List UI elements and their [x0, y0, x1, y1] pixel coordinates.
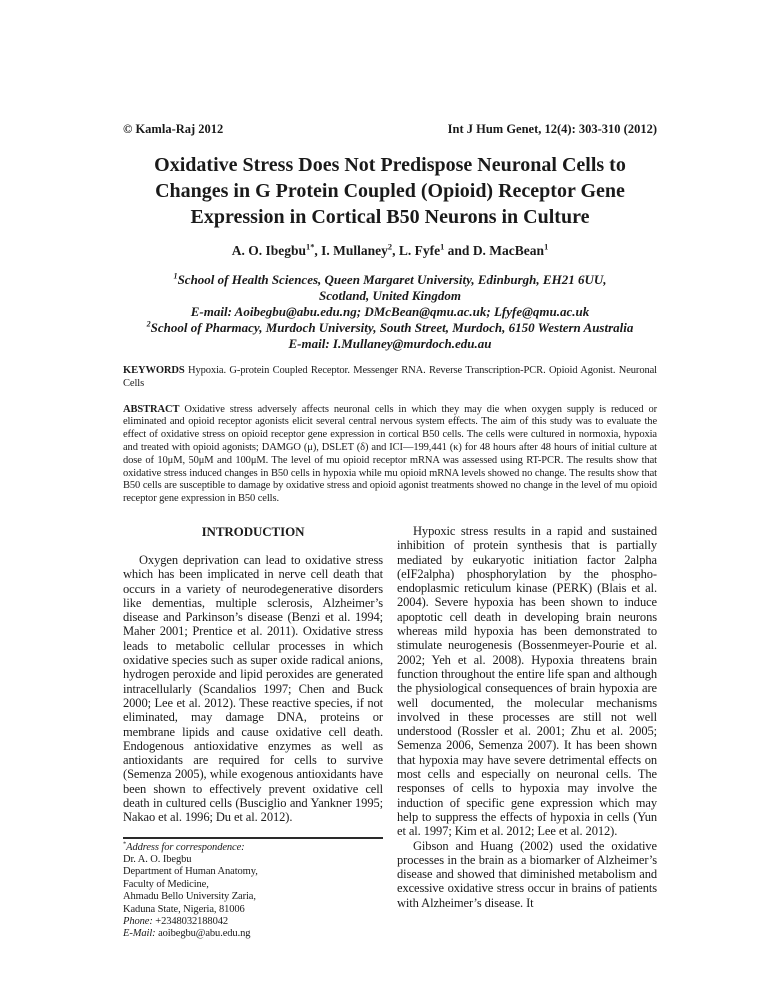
text-segment: Oxidative stress adversely affects neuronal cells in which they may die when oxygen supply is reduced or eliminated and opioid receptor agonists elicit several central nervous system effects. The aim of this study was to evaluate the effect of oxidative stress on opioid receptor gene expression in cortical B50 cells. The cells were cultured in normoxia, hypoxia and treated with opioid agonists; DAMGO (μ), DSLET (δ) and ICI—199,441 (κ) for 48 hours after 48 hours of initial culture at dose of 10μM, 50μM and 100μM. The level of mu opioid receptor mRNA was assessed using RT-PCR. The results show that oxidative stress induced changes in B50 cells in hypoxia while mu opioid mRNA levels showed no change. The results show that B50 cells are susceptible to damage by oxidative stress and opioid agonist treatments showed no change in the level of mu opioid receptor gene expression in B50 cells. — [123, 403, 657, 505]
superscript-marker: * — [123, 840, 127, 848]
superscript-marker: 1 — [440, 242, 445, 252]
text-segment: D. MacBean — [472, 243, 545, 258]
affiliation-email-2 — [123, 336, 657, 352]
text-segment: and — [444, 243, 473, 258]
right-column — [397, 524, 657, 910]
keywords-paragraph — [123, 365, 657, 391]
superscript-marker: 2 — [387, 242, 393, 252]
text-segment: Ahmadu Bello University Zaria, — [123, 891, 256, 903]
footnote-phone — [123, 916, 383, 928]
left-column — [123, 524, 383, 941]
footnote-address-label — [123, 842, 383, 854]
intro-paragraph-1: Oxygen deprivation can lead to oxidative stress which has been implicated in nerve cell death that occurs in a variety of neurodegenerative disorders like dementias, multiple sclerosis, Alzheimer’s disease and Parkinson’s disease (Benzi et al. 1994; Maher 2001; Prentice et al. 2011). Oxidative stress leads to metabolic cellular processes in which oxidative species such as super oxide radical anions, hydrogen peroxide and lipid peroxides are generated intracellularly (Scandalios 1997; Chen and Buck 2000; Lee et al. 2012). These reactive species, if not eliminated, may damage DNA, proteins or membrane lipids and cause oxidative cell death. Endogenous antioxidative enzymes as well as antioxidants are required for cells to survive (Semenza 2005), while exogenous antioxidants have been shown to effectively prevent oxidative cell death in cultured cells (Busciglio and Yankner 1995; Nakao et al. 1996; Du et al. 2012). — [123, 552, 383, 825]
superscript-marker: 1* — [306, 242, 315, 252]
text-segment: , — [392, 243, 399, 258]
text-segment: I. Mullaney — [321, 243, 388, 258]
text-segment: E-mail: I.Mullaney@murdoch.edu.au — [288, 336, 492, 351]
text-segment: aoibegbu@abu.edu.ng — [158, 928, 251, 940]
text-segment: , — [314, 243, 322, 258]
text-segment: Department of Human Anatomy, — [123, 866, 258, 878]
article-title: Oxidative Stress Does Not Predispose Neuronal Cells to Changes in G Protein Coupled (Opioid) Receptor Gene Expression in Cortical B50 Neurons in Culture — [154, 154, 626, 228]
journal-citation: Int J Hum Genet, 12(4): 303-310 (2012) — [447, 122, 657, 136]
affiliations-block — [123, 272, 657, 352]
intro-paragraph-3: Gibson and Huang (2002) used the oxidative processes in the brain as a biomarker of Alzheimer’s disease and showed that diminished metabolism and excessive oxidative stress occur in brains of patients with Alzheimer’s disease. It — [397, 838, 657, 910]
footnote-department — [123, 866, 383, 878]
text-segment: L. Fyfe — [398, 243, 441, 258]
affiliation-line-2 — [123, 288, 657, 304]
intro-paragraph-2: Hypoxic stress results in a rapid and sustained inhibition of protein synthesis that is partially mediated by eukaryotic initiation factor 2alpha (eIF2alpha) phosphorylation by the phospho-endoplasmic reticulum kinase (PERK) (Blais et al. 2004). Severe hypoxia has been shown to induce apoptotic cell death in developing brain neurons whereas mild hypoxia has been demonstrated to stimulate neurogenesis (Bossenmeyer-Pourie et al. 2002; Yeh et al. 2008). Hypoxia threatens brain function throughout the entire life span and although the physiological consequences of brain hypoxia are well documented, the molecular mechanisms involved in these processes are still not well understood (Rossler et al. 2001; Zhu et al. 2005; Semenza 2006, Semenza 2007). It has been shown that hypoxia may have severe detrimental effects on most cells and especially on neuronal cells. The responses of cells to hypoxia may involve the induction of specific gene expression which may help to suppress the effects of hypoxia in cells (Yun et al. 1997; Kim et al. 2012; Lee et al. 2012). — [397, 523, 657, 839]
text-segment: Address for correspondence: — [126, 841, 245, 853]
authors-line — [123, 242, 657, 259]
text-segment: ABSTRACT — [123, 403, 180, 415]
affiliation-line-1 — [123, 272, 657, 288]
footnote-name — [123, 854, 383, 866]
text-segment: School of Health Sciences, Queen Margaret University, Edinburgh, EH21 6UU, — [177, 272, 607, 287]
text-segment: Faculty of Medicine, — [123, 878, 209, 890]
text-segment: Phone: — [123, 916, 156, 928]
footnote-faculty — [123, 879, 383, 891]
text-segment: Dr. A. O. Ibegbu — [123, 854, 192, 866]
affiliation-email-1 — [123, 304, 657, 320]
text-segment: KEYWORDS — [123, 365, 185, 376]
footnote-divider — [123, 837, 383, 839]
page-header — [123, 122, 657, 137]
footnote-email — [123, 928, 383, 940]
text-segment: A. O. Ibegbu — [231, 243, 307, 258]
abstract-paragraph — [123, 404, 657, 506]
affiliation-line-3 — [123, 320, 657, 336]
text-segment: Kaduna State, Nigeria, 81006 — [123, 903, 245, 915]
text-segment: School of Pharmacy, Murdoch University, South Street, Murdoch, 6150 Western Australia — [150, 320, 634, 335]
footnote-location — [123, 904, 383, 916]
correspondence-footnote — [123, 837, 383, 941]
superscript-marker: 2 — [146, 319, 151, 329]
section-heading-introduction: INTRODUCTION — [201, 523, 305, 539]
text-segment: +2348032188042 — [155, 916, 229, 928]
two-column-body — [123, 524, 657, 941]
superscript-marker: 1 — [173, 271, 178, 281]
footnote-university — [123, 891, 383, 903]
superscript-marker: 1 — [544, 242, 549, 252]
copyright-notice: © Kamla-Raj 2012 — [123, 122, 224, 136]
text-segment: Scotland, United Kingdom — [319, 288, 461, 303]
text-segment: E-mail: Aoibegbu@abu.edu.ng; DMcBean@qmu.ac.uk; Lfyfe@qmu.ac.uk — [190, 304, 590, 319]
text-segment: Hypoxia. G-protein Coupled Receptor. Messenger RNA. Reverse Transcription-PCR. Opioid Agonist. Neuronal Cells — [123, 365, 657, 389]
text-segment: E-Mail: — [123, 928, 159, 940]
